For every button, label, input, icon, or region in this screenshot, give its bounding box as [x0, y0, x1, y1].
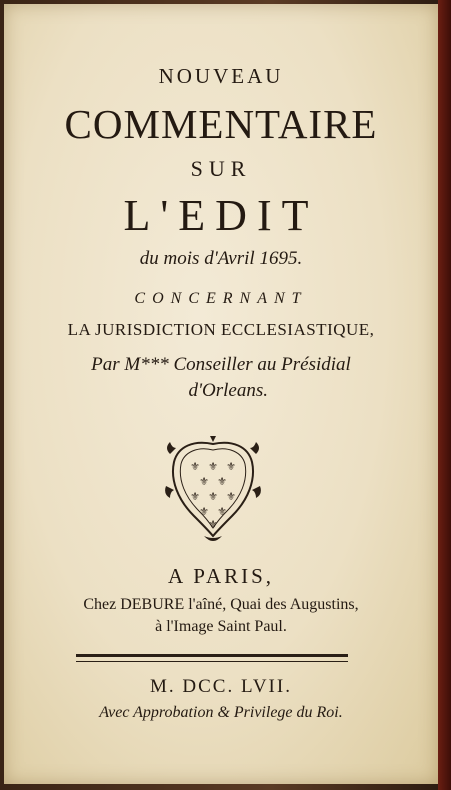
subtitle-concernant: CONCERNANT — [134, 290, 308, 307]
svg-text:⚜: ⚜ — [217, 505, 227, 518]
svg-text:⚜: ⚜ — [208, 518, 218, 531]
book-spine-edge — [438, 0, 451, 790]
svg-text:⚜: ⚜ — [208, 490, 218, 503]
title-line-commentaire: COMMENTAIRE — [64, 101, 378, 147]
subtitle-date: du mois d'Avril 1695. — [139, 248, 303, 269]
imprint-publisher: Chez DEBURE l'aîné, Quai des Augustins, — [83, 596, 359, 613]
svg-text:⚜: ⚜ — [217, 475, 227, 488]
svg-text:⚜: ⚜ — [226, 460, 236, 473]
svg-text:⚜: ⚜ — [190, 460, 200, 473]
title-line-sur: SUR — [190, 156, 252, 181]
imprint-address: à l'Image Saint Paul. — [155, 618, 287, 635]
title-page — [4, 4, 438, 784]
fleur-de-lis-shield-icon — [164, 436, 262, 544]
title-line-edit: L'EDIT — [123, 191, 319, 240]
author-place: d'Orleans. — [188, 380, 268, 401]
svg-text:⚜: ⚜ — [199, 475, 209, 488]
imprint-place: A PARIS, — [167, 564, 275, 588]
author-line: Par M*** Conseiller au Présidial — [91, 354, 351, 375]
svg-text:⚜: ⚜ — [208, 460, 218, 473]
imprint-privilege: Avec Approbation & Privilege du Roi. — [99, 704, 343, 721]
svg-text:⚜: ⚜ — [190, 490, 200, 503]
svg-text:⚜: ⚜ — [226, 490, 236, 503]
title-line-nouveau: NOUVEAU — [158, 64, 284, 88]
imprint-year: M. DCC. LVII. — [150, 676, 292, 697]
subtitle-jurisdiction: LA JURISDICTION ECCLESIASTIQUE, — [67, 320, 375, 339]
double-rule-thin — [76, 661, 348, 662]
double-rule-thick — [76, 654, 348, 657]
svg-text:⚜: ⚜ — [199, 505, 209, 518]
